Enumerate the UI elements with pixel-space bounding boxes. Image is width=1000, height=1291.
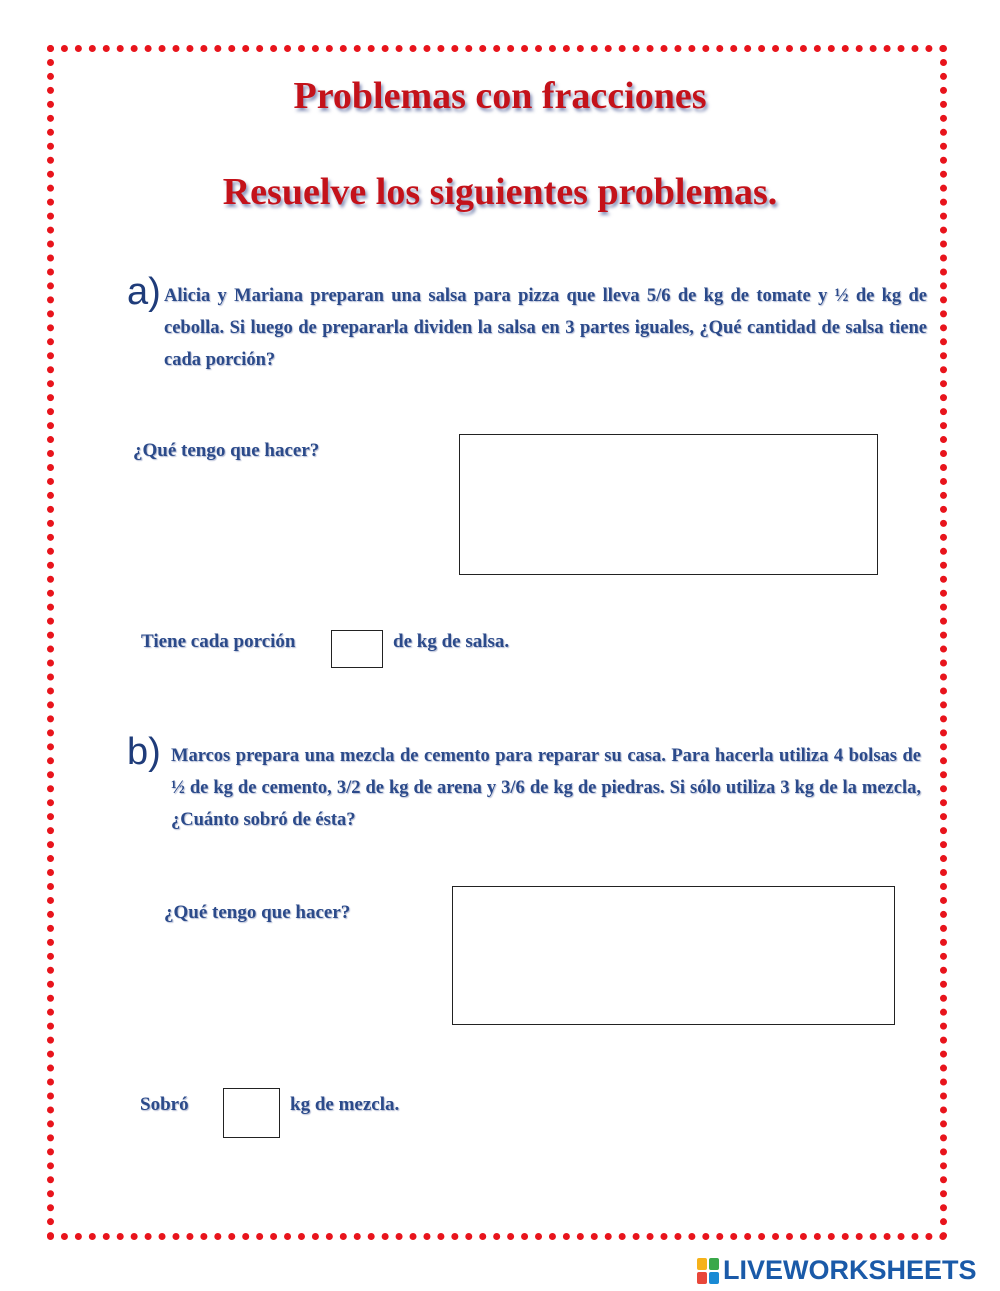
worksheet-title: Problemas con fracciones <box>293 75 707 117</box>
problem-b-prompt: ¿Qué tengo que hacer? <box>164 902 351 923</box>
problem-a-prompt: ¿Qué tengo que hacer? <box>133 440 320 461</box>
worksheet-subtitle: Resuelve los siguientes problemas. <box>222 171 778 213</box>
problem-b-work-box[interactable] <box>452 886 895 1025</box>
problem-a-answer-input[interactable] <box>331 630 383 668</box>
problem-b-answer-suffix: kg de mezcla. <box>290 1094 400 1115</box>
problem-a-letter: a) <box>127 271 161 313</box>
problem-a-work-box[interactable] <box>459 434 878 575</box>
liveworksheets-logo-text: LIVEWORKSHEETS <box>723 1255 977 1285</box>
liveworksheets-logo <box>697 1255 977 1286</box>
problem-a-answer-prefix: Tiene cada porción <box>141 631 296 652</box>
problem-b-letter: b) <box>127 731 161 773</box>
problem-a-text: Alicia y Mariana preparan una salsa para pizza que lleva 5/6 de kg de tomate y ½ de kg de cebolla. Si luego de prepararla dividen la salsa en 3 partes iguales, ¿Qué cantidad de salsa tiene cada porción? <box>164 286 927 370</box>
problem-b-text: Marcos prepara una mezcla de cemento para reparar su casa. Para hacerla utiliza 4 bolsas de ½ de kg de cemento, 3/2 de kg de arena y 3/6 de kg de piedras. Si sólo utiliza 3 kg de la mezcla, ¿Cuánto sobró de ésta? <box>171 746 921 830</box>
problem-b-answer-input[interactable] <box>223 1088 280 1138</box>
liveworksheets-logo-icon <box>697 1258 719 1284</box>
problem-b-answer-prefix: Sobró <box>140 1094 189 1115</box>
problem-a-answer-suffix: de kg de salsa. <box>393 631 510 652</box>
